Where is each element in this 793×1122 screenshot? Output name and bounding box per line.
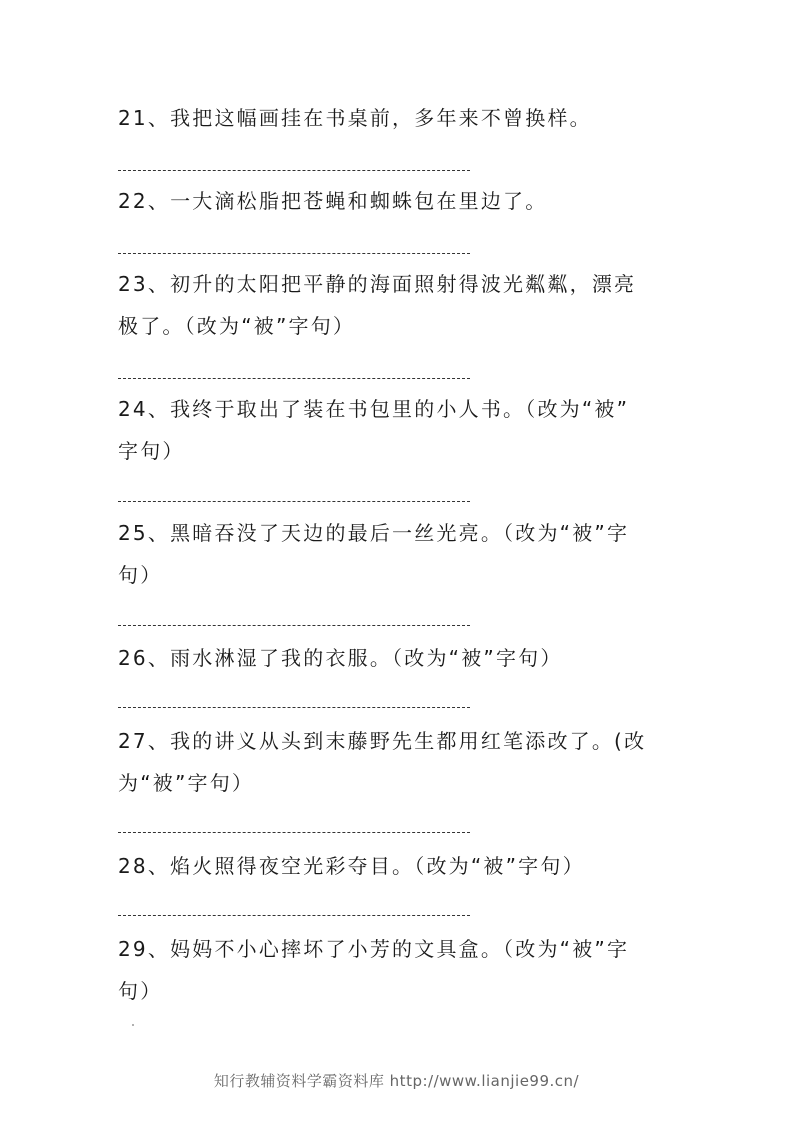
exercise-number: 24、 — [118, 397, 171, 421]
stray-dot — [132, 1024, 134, 1026]
exercise-text: 焰火照得夜空光彩夺目。（改为“被”字句） — [170, 854, 585, 878]
exercise-22 — [118, 189, 678, 213]
exercise-text: 一大滴松脂把苍蝇和蜘蛛包在里边了。 — [170, 189, 548, 213]
exercise-text: 我终于取出了装在书包里的小人书。（改为“被” — [170, 397, 630, 421]
exercise-number: 27、 — [118, 729, 171, 753]
exercise-29-continued: 句） — [118, 979, 163, 1003]
exercise-21 — [118, 106, 678, 130]
exercise-number: 21、 — [118, 106, 171, 130]
exercise-text: 初升的太阳把平静的海面照射得波光粼粼，漂亮 — [170, 272, 637, 296]
exercise-number: 28、 — [118, 854, 171, 878]
exercise-24 — [118, 397, 678, 421]
exercise-number: 25、 — [118, 521, 171, 545]
exercise-text: 我的讲义从头到末藤野先生都用红笔添改了。(改 — [170, 729, 647, 753]
answer-line-25[interactable] — [118, 625, 470, 626]
answer-line-28[interactable] — [118, 915, 470, 916]
exercise-23-continued: 极了。（改为“被”字句） — [118, 314, 356, 338]
exercise-text: 黑暗吞没了天边的最后一丝光亮。（改为“被”字 — [170, 521, 630, 545]
exercise-number: 23、 — [118, 272, 171, 296]
exercise-25-continued: 句） — [118, 563, 163, 587]
exercise-25 — [118, 521, 678, 545]
exercise-text: 妈妈不小心摔坏了小芳的文具盒。（改为“被”字 — [170, 937, 630, 961]
answer-line-24[interactable] — [118, 501, 470, 502]
exercise-text: 雨水淋湿了我的衣服。（改为“被”字句） — [170, 646, 563, 670]
exercise-27 — [118, 729, 678, 753]
exercise-number: 26、 — [118, 646, 171, 670]
answer-line-22[interactable] — [118, 253, 470, 254]
exercise-number: 22、 — [118, 189, 171, 213]
answer-line-27[interactable] — [118, 832, 470, 833]
answer-line-21[interactable] — [118, 170, 470, 171]
answer-line-26[interactable] — [118, 707, 470, 708]
exercise-24-continued: 字句） — [118, 439, 185, 463]
footer-watermark: 知行教辅资料学霸资料库 http://www.lianjie99.cn/ — [213, 1072, 580, 1090]
exercise-28 — [118, 854, 678, 878]
answer-line-23[interactable] — [118, 378, 470, 379]
exercise-27-continued: 为“被”字句） — [118, 771, 255, 795]
exercise-29 — [118, 937, 678, 961]
exercise-text: 我把这幅画挂在书桌前，多年来不曾换样。 — [170, 106, 592, 130]
exercise-number: 29、 — [118, 937, 171, 961]
exercise-26 — [118, 646, 678, 670]
exercise-23 — [118, 272, 678, 296]
